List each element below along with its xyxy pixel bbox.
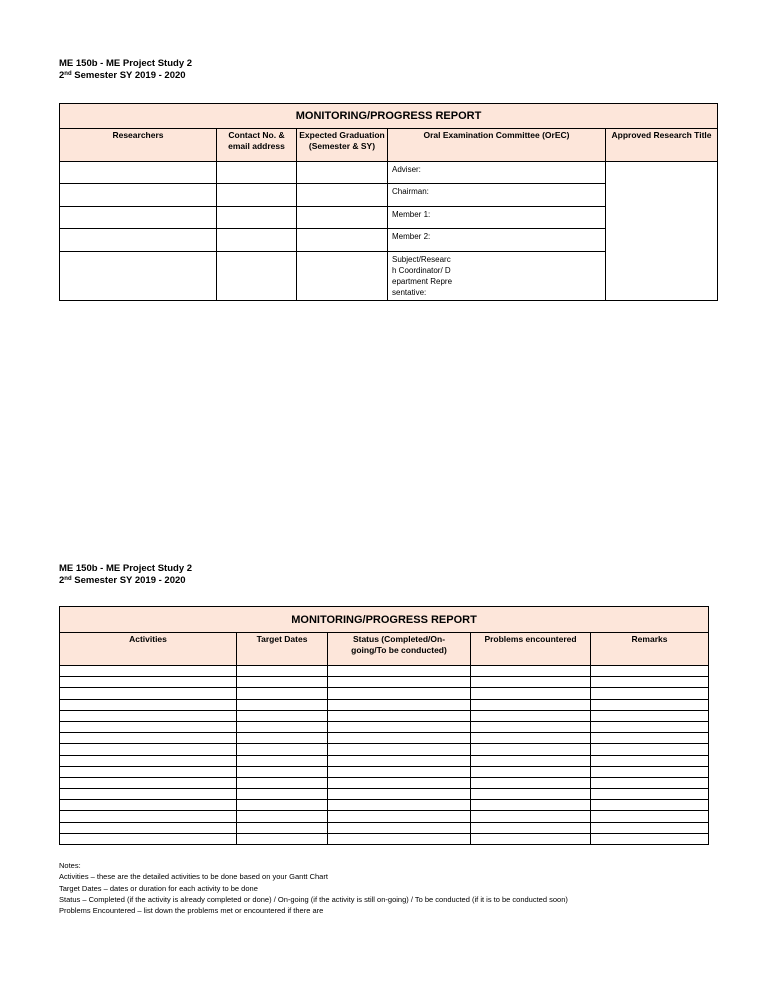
notes-section: [59, 860, 568, 916]
col-contact-header: Contact No. & email address: [217, 129, 297, 162]
remarks-cell[interactable]: [591, 744, 709, 755]
semester-number: 2: [59, 575, 65, 586]
col-activities-header: Activities: [60, 633, 237, 666]
target-date-cell[interactable]: [237, 766, 328, 777]
remarks-cell[interactable]: [591, 833, 709, 844]
problems-cell[interactable]: [471, 733, 591, 744]
chairman-label: Chairman:: [388, 184, 606, 207]
activity-cell[interactable]: [60, 833, 237, 844]
activity-row: [60, 710, 709, 721]
problems-cell[interactable]: [471, 833, 591, 844]
target-date-cell[interactable]: [237, 744, 328, 755]
note-target-dates: Target Dates – dates or duration for each activity to be done: [59, 883, 258, 893]
note-activities: Activities – these are the detailed activities to be done based on your Gantt Chart: [59, 872, 328, 882]
course-title: ME 150b - ME Project Study 2: [59, 563, 193, 574]
coordinator-label-text: Subject/Research Coordinator/ Department Representative:: [392, 255, 453, 297]
remarks-cell[interactable]: [591, 733, 709, 744]
problems-cell[interactable]: [471, 721, 591, 732]
status-cell[interactable]: [328, 800, 471, 811]
col-status-header-text: Status (Completed/On-going/To be conducted): [351, 634, 447, 655]
problems-cell[interactable]: [471, 666, 591, 677]
approved-title-cell[interactable]: [606, 162, 718, 301]
member1-label: Member 1:: [388, 207, 606, 229]
notes-heading: Notes:: [59, 861, 81, 870]
status-cell[interactable]: [328, 710, 471, 721]
col-researchers-header: Researchers: [60, 129, 217, 162]
remarks-cell[interactable]: [591, 699, 709, 710]
activity-cell[interactable]: [60, 699, 237, 710]
activity-row: [60, 721, 709, 732]
contact-cell[interactable]: [217, 184, 297, 207]
activity-cell[interactable]: [60, 822, 237, 833]
col-status-header: [328, 633, 471, 666]
researchers-report-table: [59, 103, 718, 301]
activity-cell[interactable]: [60, 766, 237, 777]
graduation-cell[interactable]: [297, 162, 388, 184]
activity-row: [60, 777, 709, 788]
remarks-cell[interactable]: [591, 766, 709, 777]
activity-row: [60, 800, 709, 811]
activity-cell[interactable]: [60, 666, 237, 677]
semester-line: [59, 70, 192, 82]
status-cell[interactable]: [328, 755, 471, 766]
status-cell[interactable]: [328, 777, 471, 788]
problems-cell[interactable]: [471, 800, 591, 811]
remarks-cell[interactable]: [591, 677, 709, 688]
activity-cell[interactable]: [60, 710, 237, 721]
activity-cell[interactable]: [60, 744, 237, 755]
remarks-cell[interactable]: [591, 811, 709, 822]
status-cell[interactable]: [328, 833, 471, 844]
col-graduation-header: Expected Graduation (Semester & SY): [297, 129, 388, 162]
coordinator-label: [388, 252, 606, 301]
semester-suffix: nd: [64, 576, 72, 582]
status-cell[interactable]: [328, 766, 471, 777]
status-cell[interactable]: [328, 733, 471, 744]
activity-row: [60, 789, 709, 800]
status-cell[interactable]: [328, 666, 471, 677]
remarks-cell[interactable]: [591, 789, 709, 800]
graduation-cell[interactable]: [297, 207, 388, 229]
target-date-cell[interactable]: [237, 822, 328, 833]
target-date-cell[interactable]: [237, 710, 328, 721]
target-date-cell[interactable]: [237, 666, 328, 677]
activity-row: [60, 811, 709, 822]
target-date-cell[interactable]: [237, 789, 328, 800]
activity-row: [60, 699, 709, 710]
problems-cell[interactable]: [471, 699, 591, 710]
col-target-dates-header: Target Dates: [237, 633, 328, 666]
note-problems: Problems Encountered – list down the problems met or encountered if there are: [59, 906, 324, 916]
status-cell[interactable]: [328, 822, 471, 833]
remarks-cell[interactable]: [591, 710, 709, 721]
target-date-cell[interactable]: [237, 721, 328, 732]
problems-cell[interactable]: [471, 688, 591, 699]
target-date-cell[interactable]: [237, 800, 328, 811]
target-date-cell[interactable]: [237, 733, 328, 744]
target-date-cell[interactable]: [237, 755, 328, 766]
activities-report-table: [59, 606, 709, 845]
status-cell[interactable]: [328, 688, 471, 699]
activity-cell[interactable]: [60, 721, 237, 732]
problems-cell[interactable]: [471, 777, 591, 788]
semester-suffix: nd: [64, 71, 72, 77]
remarks-cell[interactable]: [591, 822, 709, 833]
activity-row: [60, 688, 709, 699]
contact-cell[interactable]: [217, 162, 297, 184]
problems-cell[interactable]: [471, 811, 591, 822]
target-date-cell[interactable]: [237, 777, 328, 788]
target-date-cell[interactable]: [237, 688, 328, 699]
target-date-cell[interactable]: [237, 677, 328, 688]
contact-cell[interactable]: [217, 207, 297, 229]
remarks-cell[interactable]: [591, 666, 709, 677]
problems-cell[interactable]: [471, 677, 591, 688]
activity-row: [60, 755, 709, 766]
target-date-cell[interactable]: [237, 811, 328, 822]
col-remarks-header: Remarks: [591, 633, 709, 666]
table2-title: MONITORING/PROGRESS REPORT: [60, 607, 709, 633]
problems-cell[interactable]: [471, 755, 591, 766]
status-cell[interactable]: [328, 744, 471, 755]
activity-row: [60, 766, 709, 777]
problems-cell[interactable]: [471, 744, 591, 755]
activity-row: [60, 822, 709, 833]
adviser-label: Adviser:: [388, 162, 606, 184]
document-header-bottom: [59, 563, 192, 587]
target-date-cell[interactable]: [237, 699, 328, 710]
remarks-cell[interactable]: [591, 777, 709, 788]
contact-cell[interactable]: [217, 252, 297, 301]
activity-rows: [60, 666, 709, 845]
col-title-header: Approved Research Title: [606, 129, 718, 162]
semester-text: Semester SY 2019 - 2020: [71, 70, 186, 81]
status-cell[interactable]: [328, 699, 471, 710]
activity-cell[interactable]: [60, 755, 237, 766]
col-problems-header: Problems encountered: [471, 633, 591, 666]
status-cell[interactable]: [328, 811, 471, 822]
course-title: ME 150b - ME Project Study 2: [59, 58, 193, 69]
activity-cell[interactable]: [60, 677, 237, 688]
graduation-cell[interactable]: [297, 184, 388, 207]
problems-cell[interactable]: [471, 789, 591, 800]
remarks-cell[interactable]: [591, 800, 709, 811]
problems-cell[interactable]: [471, 822, 591, 833]
table1-title: MONITORING/PROGRESS REPORT: [60, 104, 718, 129]
researcher-cell[interactable]: [60, 184, 217, 207]
activity-row: [60, 744, 709, 755]
target-date-cell[interactable]: [237, 833, 328, 844]
semester-text: Semester SY 2019 - 2020: [71, 575, 186, 586]
activity-cell[interactable]: [60, 733, 237, 744]
problems-cell[interactable]: [471, 710, 591, 721]
activity-cell[interactable]: [60, 789, 237, 800]
note-status: Status – Completed (if the activity is already completed or done) / On-going (if the activity is still on-going) / To be conducted (if it is to be conducted soon): [59, 894, 568, 904]
activity-row: [60, 666, 709, 677]
semester-number: 2: [59, 70, 65, 81]
activity-cell[interactable]: [60, 800, 237, 811]
member2-label: Member 2:: [388, 229, 606, 252]
graduation-cell[interactable]: [297, 229, 388, 252]
status-cell[interactable]: [328, 721, 471, 732]
researcher-cell[interactable]: [60, 162, 217, 184]
status-cell[interactable]: [328, 677, 471, 688]
document-header-top: [59, 58, 192, 82]
semester-line: [59, 575, 192, 587]
remarks-cell[interactable]: [591, 688, 709, 699]
activity-cell[interactable]: [60, 777, 237, 788]
contact-cell[interactable]: [217, 229, 297, 252]
activity-cell[interactable]: [60, 811, 237, 822]
remarks-cell[interactable]: [591, 721, 709, 732]
graduation-cell[interactable]: [297, 252, 388, 301]
status-cell[interactable]: [328, 789, 471, 800]
activity-cell[interactable]: [60, 688, 237, 699]
researcher-cell[interactable]: [60, 229, 217, 252]
activity-row: [60, 733, 709, 744]
researcher-cell[interactable]: [60, 207, 217, 229]
col-committee-header: Oral Examination Committee (OrEC): [388, 129, 606, 162]
activity-row: [60, 677, 709, 688]
remarks-cell[interactable]: [591, 755, 709, 766]
activity-row: [60, 833, 709, 844]
researcher-cell[interactable]: [60, 252, 217, 301]
problems-cell[interactable]: [471, 766, 591, 777]
